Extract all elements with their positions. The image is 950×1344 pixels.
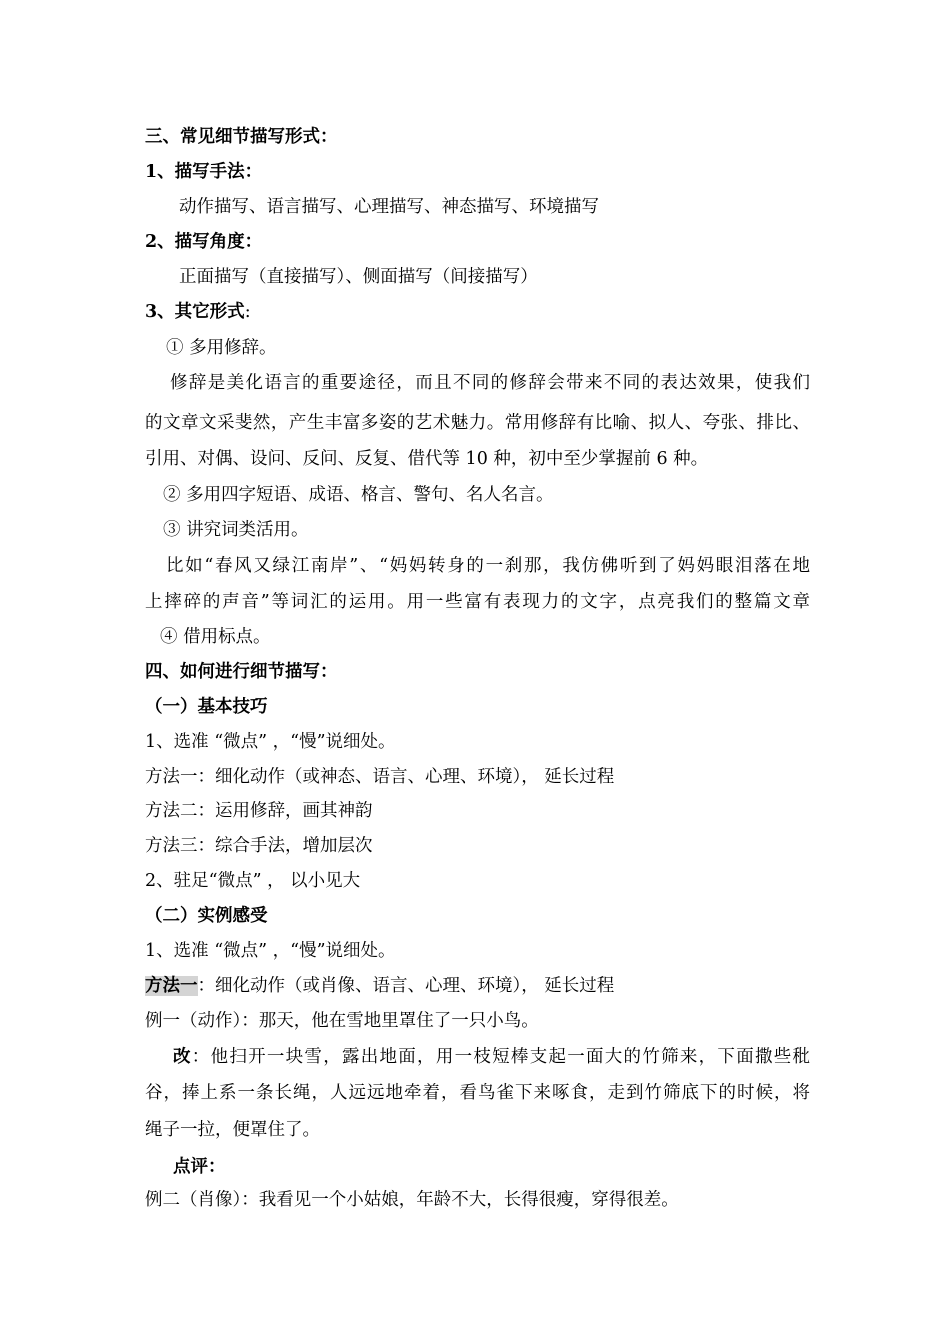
revise-line-3: 绳子一拉，便罩住了。 [145,1120,320,1140]
comment-label: 点评： [173,1157,226,1177]
item2-heading: 2、描写角度： [145,232,263,252]
para2-line-1: 比如“春风又绿江南岸”、“妈妈转身的一刹那，我仿佛听到了妈妈眼泪落在地 [166,556,810,576]
revise-line-1 [173,1045,810,1069]
revise-line-2: 谷，捧上系一条长绳，人远远地牵着，看鸟雀下来啄食，走到竹筛底下的时候，将 [145,1083,810,1103]
part1-heading: （一）基本技巧 [145,697,268,717]
item3-heading [145,300,810,324]
part2-heading: （二）实例感受 [145,906,268,926]
section3-heading: 三、常见细节描写形式： [145,127,338,147]
sub-item-2: ② 多用四字短语、成语、格言、警句、名人名言。 [163,485,554,505]
para1-line-1: 修辞是美化语言的重要途径，而且不同的修辞会带来不同的表达效果，使我们 [170,373,810,393]
part1-method-3: 方法三：综合手法，增加层次 [145,836,373,856]
sub-item-1: ① 多用修辞。 [166,338,277,358]
part1-item-1: 1、选准 “微点” ，“慢”说细处。 [145,732,396,752]
section4-heading: 四、如何进行细节描写： [145,662,338,682]
item3-heading-main: 3、其它形式 [145,302,245,322]
item1-heading: 1、描写手法： [145,162,263,182]
para2-line-2: 上摔碎的声音”等词汇的运用。用一些富有表现力的文字，点亮我们的整篇文章 [145,592,810,612]
revise-line-1-text: ：他扫开一块雪，露出地面，用一枝短棒支起一面大的竹筛来，下面撒些秕 [191,1047,811,1067]
sub-item-4: ④ 借用标点。 [160,627,271,647]
part1-method-1: 方法一：细化动作（或神态、语言、心理、环境）， 延长过程 [145,767,615,787]
part1-method-2: 方法二：运用修辞，画其神韵 [145,801,373,821]
method-label-highlight: 方法一 [145,976,198,996]
part1-item-2: 2、驻足“微点” ， 以小见大 [145,871,361,891]
sub-item-3: ③ 讲究词类活用。 [163,520,309,540]
item2-text: 正面描写（直接描写）、侧面描写（间接描写） [179,267,538,287]
method-text: ：细化动作（或肖像、语言、心理、环境）， 延长过程 [197,976,615,996]
para1-line-3: 引用、对偶、设问、反问、反复、借代等 10 种，初中至少掌握前 6 种。 [145,449,709,469]
example-2: 例二（肖像）：我看见一个小姑娘，年龄不大，长得很瘦，穿得很差。 [145,1190,679,1210]
item1-text: 动作描写、语言描写、心理描写、神态描写、环境描写 [179,197,599,217]
item3-heading-colon: : [244,302,251,322]
revise-label: 改 [173,1047,192,1067]
example-1: 例一（动作）：那天，他在雪地里罩住了一只小鸟。 [145,1011,539,1031]
part2-item-1: 1、选准 “微点” ，“慢”说细处。 [145,941,396,961]
part2-method-1 [145,974,810,998]
para1-line-2: 的文章文采斐然，产生丰富多姿的艺术魅力。常用修辞有比喻、拟人、夸张、排比、 [145,413,810,433]
